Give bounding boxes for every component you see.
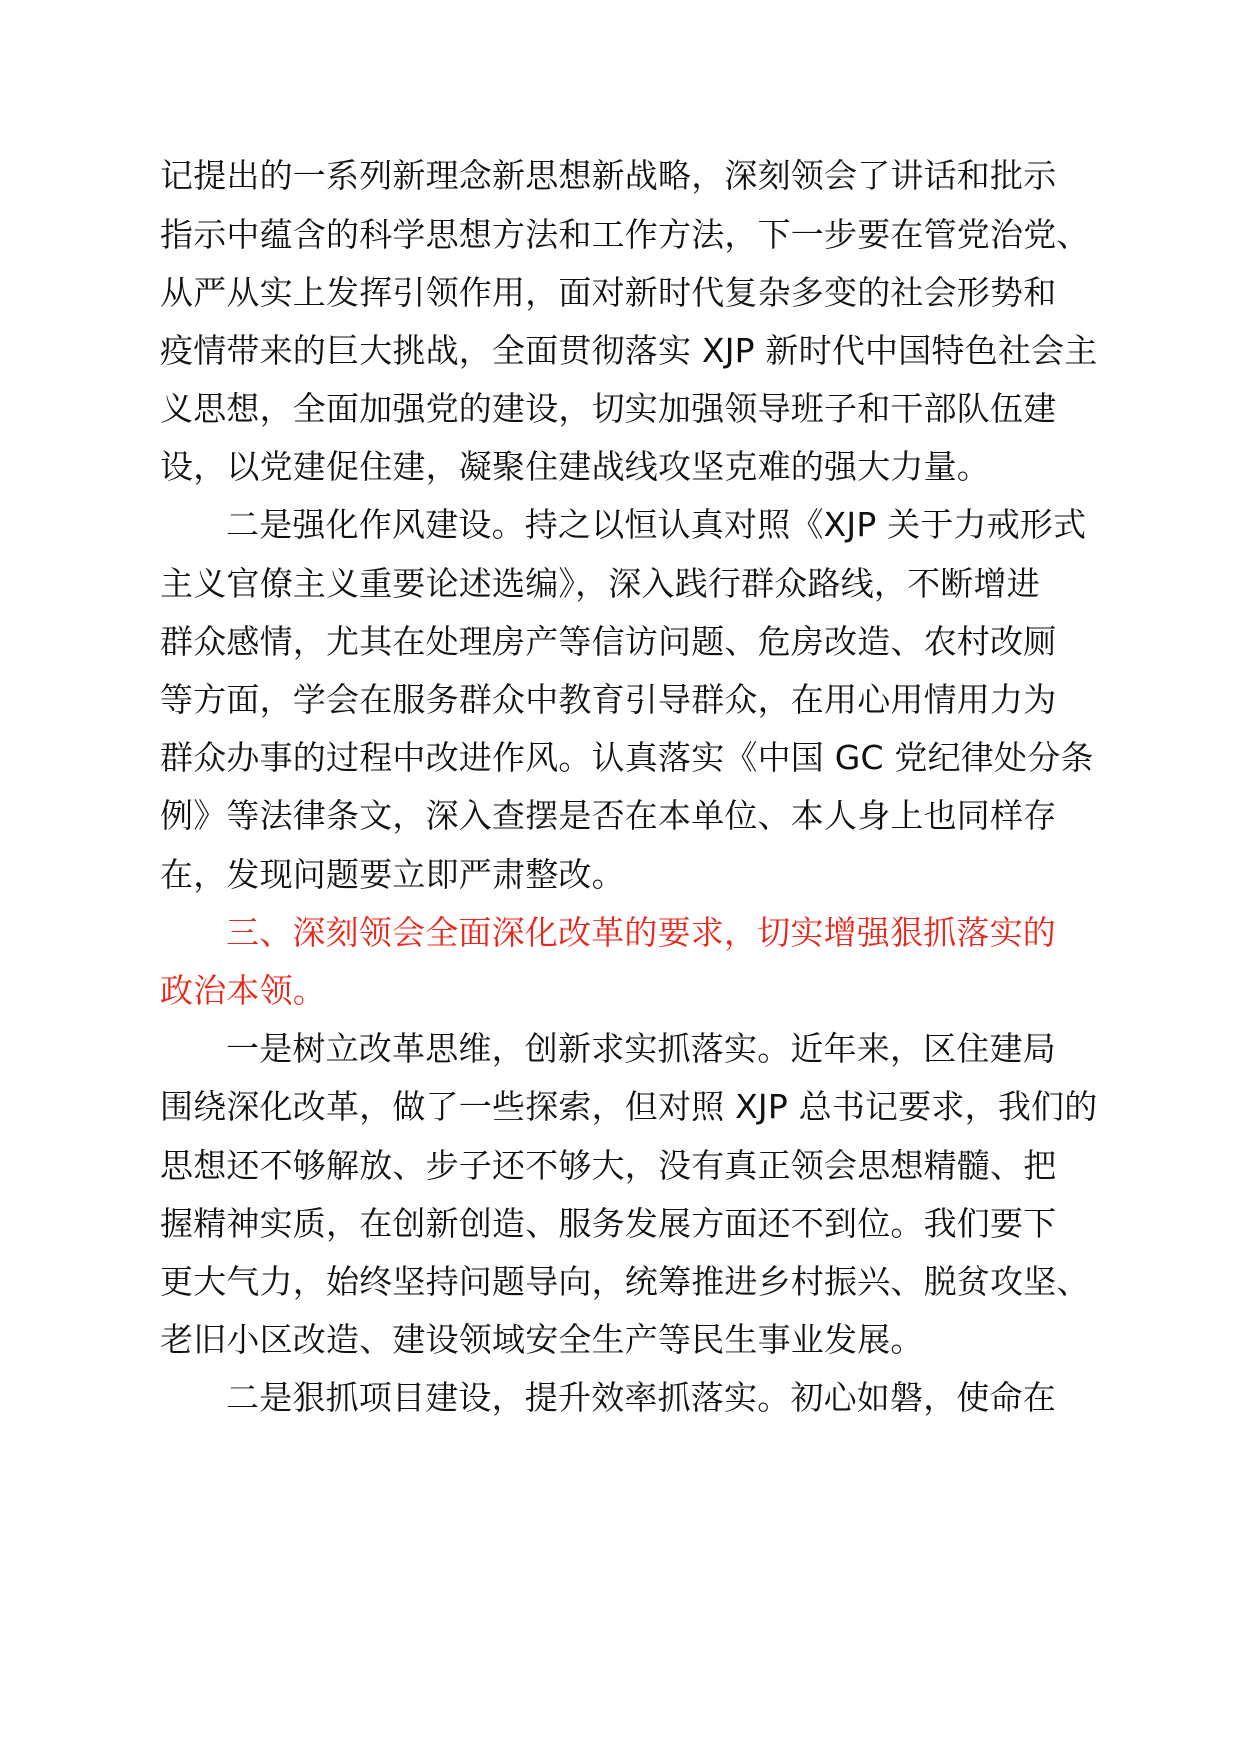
section-heading-line: 政治本领。 xyxy=(160,971,326,1010)
paragraph-start-line: 二是狠抓项目建设，提升效率抓落实。初心如磐，使命在 xyxy=(226,1378,1056,1417)
text-line: 主义官僚主义重要论述选编》，深入践行群众路线，不断增进 xyxy=(160,564,1040,603)
text-line: 在，发现问题要立即严肃整改。 xyxy=(160,855,625,894)
text-line: 握精神实质，在创新创造、服务发展方面还不到位。我们要下 xyxy=(160,1204,1057,1243)
text-line: 等方面，学会在服务群众中教育引导群众，在用心用情用力为 xyxy=(160,680,1057,719)
text-line: 思想还不够解放、步子还不够大，没有真正领会思想精髓、把 xyxy=(160,1146,1057,1185)
text-line: 设，以党建促住建，凝聚住建战线攻坚克难的强大力量。 xyxy=(160,447,990,486)
text-line: 疫情带来的巨大挑战，全面贯彻落实 XJP 新时代中国特色社会主 xyxy=(160,331,1098,370)
text-line: 记提出的一系列新理念新思想新战略，深刻领会了讲话和批示 xyxy=(160,156,1057,195)
text-line: 义思想，全面加强党的建设，切实加强领导班子和干部队伍建 xyxy=(160,389,1057,428)
text-line: 群众办事的过程中改进作风。认真落实《中国 GC 党纪律处分条 xyxy=(160,738,1094,777)
section-heading-line: 三、深刻领会全面深化改革的要求，切实增强狠抓落实的 xyxy=(226,913,1056,952)
text-line: 例》等法律条文，深入查摆是否在本单位、本人身上也同样存 xyxy=(160,796,1057,835)
paragraph-start-line: 二是强化作风建设。持之以恒认真对照《XJP 关于力戒形式 xyxy=(226,505,1087,544)
text-line: 指示中蕴含的科学思想方法和工作方法，下一步要在管党治党、 xyxy=(160,215,1090,254)
text-line: 老旧小区改造、建设领域安全生产等民生事业发展。 xyxy=(160,1320,924,1359)
text-line: 群众感情，尤其在处理房产等信访问题、危房改造、农村改厕 xyxy=(160,622,1057,661)
text-line: 更大气力，始终坚持问题导向，统筹推进乡村振兴、脱贫攻坚、 xyxy=(160,1262,1090,1301)
text-line: 从严从实上发挥引领作用，面对新时代复杂多变的社会形势和 xyxy=(160,273,1057,312)
paragraph-start-line: 一是树立改革思维，创新求实抓落实。近年来，区住建局 xyxy=(226,1029,1056,1068)
text-line: 围绕深化改革，做了一些探索，但对照 XJP 总书记要求，我们的 xyxy=(160,1087,1098,1126)
